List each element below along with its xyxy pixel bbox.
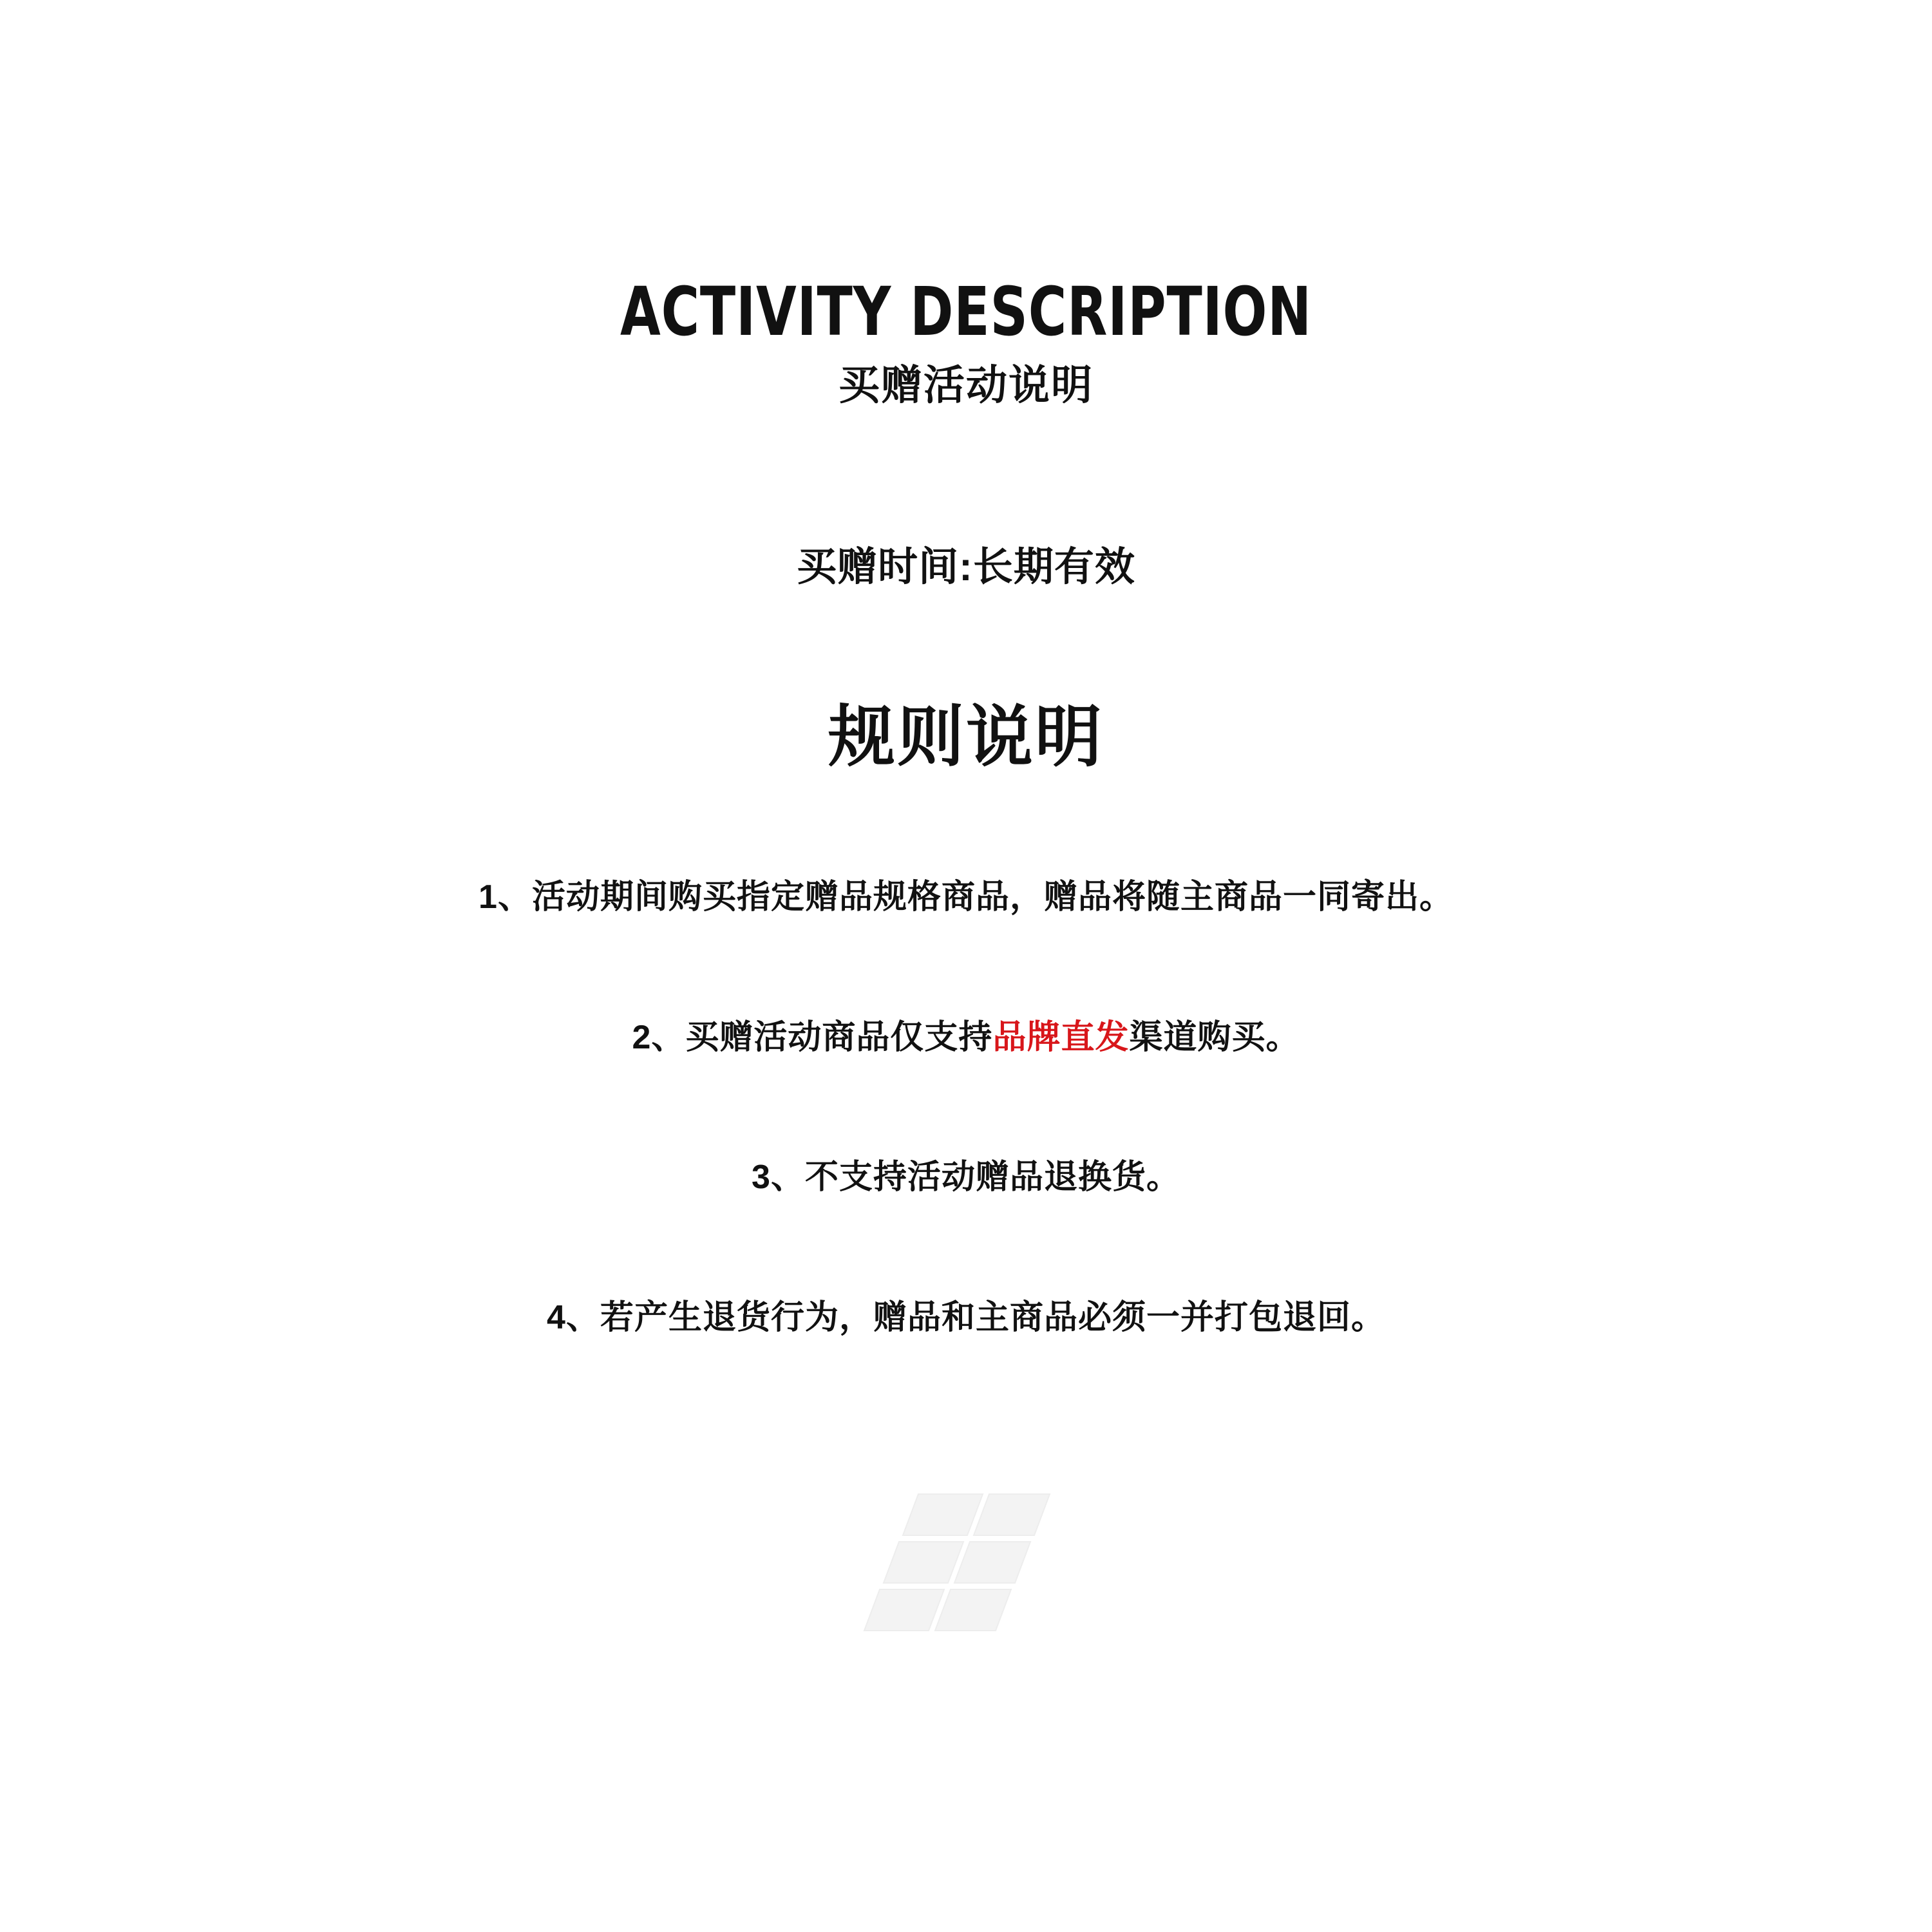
rule-item-4	[0, 1296, 1932, 1340]
rules-heading: 规则说明	[828, 700, 1104, 775]
activity-period: 买赠时间:长期有效	[797, 545, 1135, 589]
rule-text-4: 4、若产生退货行为，赠品和主商品必须一并打包退回。	[547, 1298, 1385, 1336]
rule-text-2-suffix: 渠道购买。	[1129, 1018, 1300, 1056]
rule-item-3	[0, 1156, 1932, 1200]
brand-logo-watermark-icon	[857, 1488, 1075, 1655]
rules-list	[0, 876, 1932, 1340]
rule-text-2-prefix: 2、买赠活动商品仅支持	[632, 1018, 993, 1056]
rule-item-2	[0, 1016, 1932, 1060]
rule-text-3: 3、不支持活动赠品退换货。	[752, 1159, 1180, 1197]
page-title-english: ACTIVITY DESCRIPTION	[620, 272, 1312, 351]
header	[0, 272, 1932, 409]
rule-text-2-highlight: 品牌直发	[992, 1018, 1130, 1056]
rule-text-1: 1、活动期间购买指定赠品规格商品，赠品将随主商品一同寄出。	[478, 878, 1454, 916]
rule-item-1	[0, 876, 1932, 920]
page-title-chinese: 买赠活动说明	[838, 362, 1094, 409]
